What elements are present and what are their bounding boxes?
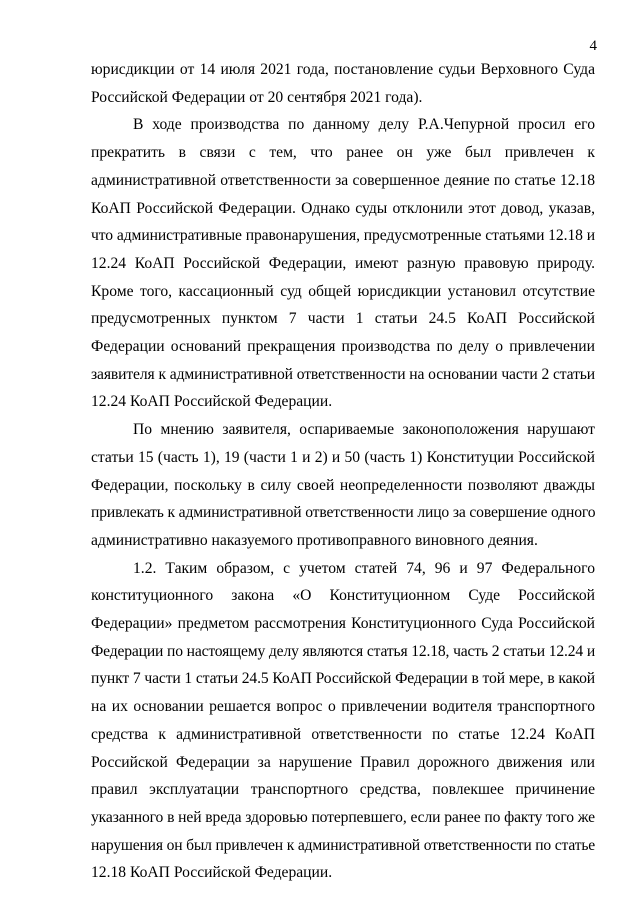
text-line: 1.2. Таким образом, с учетом статей 74, 96 и 97 Федерального: [133, 559, 595, 577]
text-line: средства к административной ответственности по статье 12.24 КоАП: [91, 725, 595, 743]
text-line: привлекать к административной ответственности лицо за совершение одного: [91, 504, 596, 522]
document-body: [91, 56, 595, 887]
text-line: правил эксплуатации транспортного средства, повлекшее причинение: [91, 781, 595, 799]
paragraph-0: [91, 56, 595, 111]
text-line: конституционного закона «О Конституционном Суде Российской: [91, 587, 595, 605]
paragraph-1: [91, 111, 595, 416]
text-line: В ходе производства по данному делу Р.А.Чепурной просил его: [133, 116, 595, 134]
text-line: Российской Федерации от 20 сентября 2021 года).: [91, 88, 423, 106]
text-line: 12.24 КоАП Российской Федерации.: [91, 393, 333, 411]
text-line: По мнению заявителя, оспариваемые законоположения нарушают: [133, 421, 595, 439]
text-line: пункт 7 части 1 статьи 24.5 КоАП Российской Федерации в той мере, в какой: [91, 670, 595, 688]
text-line: предусмотренных пунктом 7 части 1 статьи 24.5 КоАП Российской: [91, 310, 595, 328]
text-line: нарушения он был привлечен к административной ответственности по статье: [91, 836, 595, 854]
text-line: что административные правонарушения, предусмотренные статьями 12.18 и: [91, 227, 595, 245]
text-line: Федерации, поскольку в силу своей неопределенности позволяют дважды: [91, 476, 595, 494]
text-line: заявителя к административной ответственности на основании части 2 статьи: [91, 365, 595, 383]
text-line: КоАП Российской Федерации. Однако суды отклонили этот довод, указав,: [91, 199, 595, 217]
text-line: прекратить в связи с тем, что ранее он уже был привлечен к: [91, 144, 595, 162]
text-line: указанного в ней вреда здоровью потерпевшего, если ранее по факту того же: [91, 808, 595, 826]
text-line: административной ответственности за совершенное деяние по статье 12.18: [91, 171, 595, 189]
text-line: 12.24 КоАП Российской Федерации, имеют разную правовую природу.: [91, 254, 595, 272]
text-line: на их основании решается вопрос о привлечении водителя транспортного: [91, 698, 595, 716]
paragraph-3: [91, 555, 595, 887]
text-line: Кроме того, кассационный суд общей юрисдикции установил отсутствие: [91, 282, 595, 300]
text-line: Федерации по настоящему делу являются статья 12.18, часть 2 статьи 12.24 и: [91, 642, 595, 660]
text-line: Федерации» предметом рассмотрения Конституционного Суда Российской: [91, 615, 595, 633]
text-line: юрисдикции от 14 июля 2021 года, постановление судьи Верховного Суда: [91, 61, 595, 78]
text-line: административно наказуемого противоправного виновного деяния.: [91, 531, 538, 549]
text-line: Российской Федерации за нарушение Правил дорожного движения или: [91, 753, 595, 771]
text-line: статьи 15 (часть 1), 19 (части 1 и 2) и 50 (часть 1) Конституции Российской: [91, 448, 595, 466]
page-number: 4: [589, 38, 597, 54]
text-line: 12.18 КоАП Российской Федерации.: [91, 864, 333, 882]
text-line: Федерации оснований прекращения производства по делу о привлечении: [91, 338, 595, 356]
paragraph-2: [91, 416, 595, 555]
